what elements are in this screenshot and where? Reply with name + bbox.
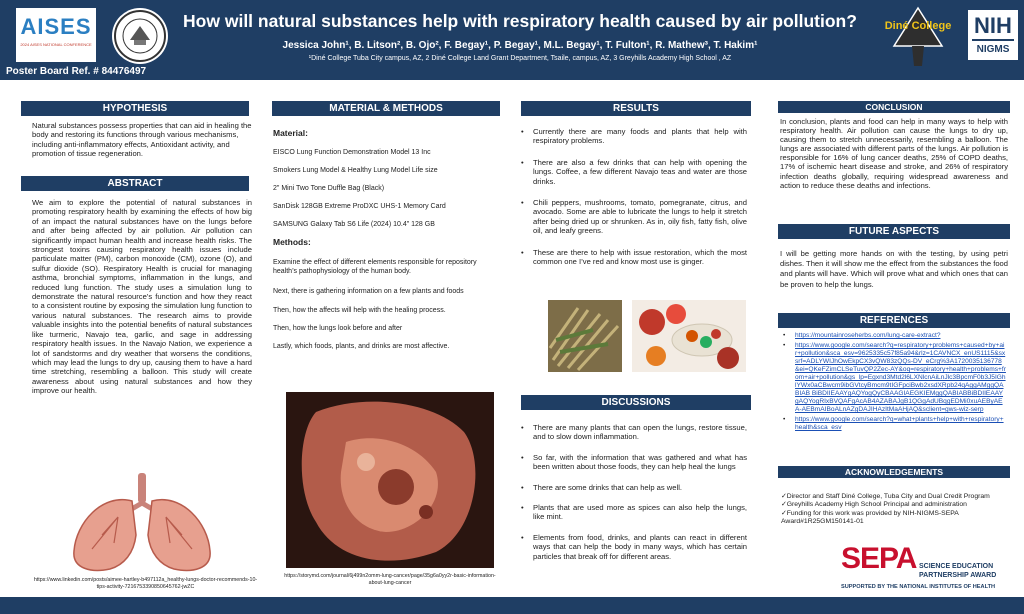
greyhills-academy-seal [112,8,168,64]
list-item: • There are some drinks that can help as well. [521,482,682,492]
references-list [781,332,1006,434]
dine-college-arrowhead-icon [882,6,954,68]
nih-nigms-logo [968,10,1018,60]
list-item: • Plants that are used more as spices can also help the lungs, like mint. [521,503,747,522]
abstract-text: We aim to explore the potential of natural substances in promoting respiratory health by examining the effects of how big of an impact the natural substances have on the lungs before and after being affected by air pollution. Air pollution can significantly impact human health and increase health risks. The strongest toxins causing respiratory health issues include particulate matter (PM), carbon monoxide (CM), ozone (O), and sulfur dioxide (SO). Respiratory Health is crucial for managing asthma, bronchial symptoms, inflammation in the lungs, and reduced lung function. The study uses a simulation lung to demonstrate the natural resource’s function and how they react to a consistent routine by exposing the simulation lung function to various natural substances. The research aims to provide valuable insights into the potential benefits of natural substances like turmeric, Navajo tea, garlic, and sage in addressing respiratory health issues. In the Navajo Nation, we experience a lot of sandstorms and dry weather that worsens the conditions, which may lead the lungs to dry up, causing them to have a hard time stretching, resembling a balloon. This study will create awareness about using natural substances and how they improve our health. [32,198,252,396]
list-item: • https://www.google.com/search?q=respiratory+problems+caused+by+air+pollution&sca_esv=9625335c57f85a94&rlz=1CAVNCX_enUS1115&sxsrf=ADLYWIJhOwEkpCX3vQW83zQQs-DV_eCrg%3A1720035136778&ei=QKeFZimCLSeTuvQP2Zec-AY&oq=respiratory+health+problems+from+air+pollution&gs_lp=Egxnd3Mtd2l6LXNlcnAiLnJlc3BpcmF0b3J5IGhlYWx0aCBwcm9ibGVtcyBmcm9tIGFpciBwb2xsdXRpb24qAggAMggQABIAB BiBDIIEAAYgAQYogQyCBAAGIAEGKIEMggQABIABBiBDIIEAAYgAQYogRIxBVQAFgAcAB4AZABAJgB1QGgAdUBqgEDMi0xuAEByAEA-AEBmAIBoALnAZgDAJIHAzItMaAHjAQ&sclient=gws-wiz-serp [783,342,1006,413]
material-item: SanDisk 128GB Extreme ProDXC UHS-1 Memory Card [273,203,446,210]
results-heading: RESULTS [521,101,751,116]
reference-link[interactable]: https://www.google.com/search?q=what+plants+help+with+respiratory+health&sca_esv [795,416,1004,431]
future-aspects-heading: FUTURE ASPECTS [778,224,1010,239]
future-aspects-text: I will be getting more hands on with the testing, by using petri dishes. Then it will show me the effect from the substances the food and plants will have. Which will prove what and which ones that can be proven to help the lungs. [780,249,1008,289]
list-item: • https://mountainroseherbs.com/lung-care-extract? [783,332,941,339]
acknowledgements-heading: ACKNOWLEDGEMENTS [778,466,1010,478]
material-label: Material: [273,128,308,138]
lungs-icon [62,473,222,575]
material-item: 2" Mini Two Tone Duffle Bag (Black) [273,185,385,192]
poster-board-ref: Poster Board Ref. # 84476497 [6,66,147,77]
discussions-bullet-text: Elements from food, drinks, and plants can react in different ways that can help the body in many ways, which has certain particles that break off for different areas. [533,532,747,561]
aises-logo-subtext: 2024 AISES NATIONAL CONFERENCE [20,42,92,47]
list-item: • These are there to help with issue restoration, which the most common one I’ve red and know most use is ginger. [521,247,747,267]
dine-college-logo-text: Diné College [884,20,952,32]
material-item: SAMSUNG Galaxy Tab S6 Life (2024) 10.4" 128 GB [273,221,435,228]
method-step: Then, how the lungs look before and after [273,325,403,332]
nigms-logo-text: NIGMS [976,44,1010,55]
acknowledgements-list [781,493,1009,526]
list-item: • https://www.google.com/search?q=what+plants+help+with+respiratory+health&sca_esv [783,416,1004,431]
discussions-bullet-text: There are many plants that can open the lungs, restore tissue, and to slow down inflammation. [533,423,747,442]
reference-link[interactable]: https://www.google.com/search?q=respiratory+problems+caused+by+air+pollution&sca_esv=9625335c57f85a94&rlz=1CAVNCX_enUS1115&sxsrf=ADLYWIJhOwEkpCX3vQW83zQQs-DV_eCrg%3A1720035136778&ei=QKeFZimCLSeTuvQP2Zec-AY&oq=respiratory+health+problems+from+air+pollution&gs_lp=Egxnd3Mtd2l6LXNlcnAiLnJlc3BpcmF0b3J5IGhlYWx0aCBwcm9ibGVtcyBmcm9tIGFpciBwb2xsdXRpb24qAggAMggQABIAB BiBDIIEAAYgAQYogQyCBAAGIAEGKIEMggQABIABBiBDIIEAAYgAQYogRIxBVQAFgAcAB4AZABAJgB1QGgAdUBqgEDMi0xuAEByAEA-AEBmAIBoALnAZgDAJIHAzItMaAHjAQ&sclient=gws-wiz-serp [795,342,1006,413]
results-bullet-text: Chili peppers, mushrooms, tomato, pomegranate, citrus, and avocado. Some are able to lubricate the lungs to help it stretch after being dried up or shrunken. As in, oily fish, fatty fish, olive oil, and leafy greens. [533,198,747,236]
dried-herbs-icon [548,300,622,372]
conclusion-heading: CONCLUSION [778,101,1010,113]
acknowledgement-item: ✓Director and Staff Diné College, Tuba City and Dual Credit Program [781,493,990,500]
hypothesis-heading: HYPOTHESIS [21,101,249,116]
list-item: • Elements from food, drinks, and plants can react in different ways that can help the body in many ways, which has certain particles that break off for different areas. [521,532,747,561]
poster-footer-bar [0,597,1024,614]
results-bullet-text: Currently there are many foods and plants that help with respiratory problems. [533,127,747,146]
methods-image-caption: https://storymd.com/journal/6j499n2omm-lung-cancer/page/35g6a0yy2r-basic-information-about-lung-cancer [284,573,496,586]
methods-heading: MATERIAL & METHODS [272,101,500,116]
lung-specimen-icon [286,392,494,568]
sepa-logo [835,542,1015,594]
list-item: • Currently there are many foods and plants that help with respiratory problems. [521,127,747,146]
sepa-line-3: SUPPORTED BY THE NATIONAL INSTITUTES OF HEALTH [841,584,996,590]
foods-photo [632,300,746,372]
lungs-illustration [62,473,222,575]
method-step: Next, there is gathering information on a few plants and foods [273,288,464,295]
poster-authors: Jessica John¹, B. Litson², B. Ojo², F. Begay¹, P. Begay¹, M.L. Begay¹, T. Fulton¹, R. Mathew³, T. Hakim¹ [282,40,758,51]
aises-logo [16,8,96,62]
aises-logo-text: AISES [20,14,92,39]
reference-link[interactable]: https://mountainroseherbs.com/lung-care-extract? [795,332,941,339]
lung-tissue-photo [286,392,494,568]
method-step: Then, how the affects will help with the healing process. [273,307,446,314]
acknowledgement-item: ✓Greyhills Academy High School Principal and administration [781,501,967,509]
acknowledgement-item: ✓Funding for this work was provided by NIH-NIGMS-SEPA Award#1R25GM150141-01 [781,509,959,525]
hypothesis-text: Natural substances possess properties that can aid in healing the body and restoring its functions through various mechanisms, including anti-inflammatory effects, Antioxidant activity, and promotion of tissue regeneration. [32,121,252,159]
poster-title: How will natural substances help with respiratory health caused by air pollution? [183,11,857,31]
methods-label: Methods: [273,237,311,247]
abstract-image-caption: https://www.linkedin.com/posts/aimee-hartley-b497112a_healthy-lungs-doctor-recommends-10-tips-activity-7216753390850645762-jwZC [33,577,258,590]
discussions-heading: DISCUSSIONS [521,395,751,410]
discussions-list [519,423,747,568]
list-item: • Chili peppers, mushrooms, tomato, pomegranate, citrus, and avocado. Some are able to lubricate the lungs to help it stretch after being dried up or shrunken. As in, oily fish, fatty fish, olive oil, and leafy greens. [521,198,747,236]
nih-logo-text: NIH [972,13,1014,41]
results-bullet-text: There are also a few drinks that can help with opening the lungs. Coffee, a few different Navajo teas and water are those drinks. [533,157,747,186]
method-step: Examine the effect of different elements responsible for repository health’s pathophysiology of the human body. [273,259,477,275]
abstract-heading: ABSTRACT [21,176,249,191]
list-item: • There are many plants that can open the lungs, restore tissue, and to slow down inflammation. [521,423,747,442]
plants-photo [548,300,622,372]
discussions-bullet-text: Plants that are used more as spices can also help the lungs, like mint. [533,503,747,522]
seal-icon [112,8,168,64]
fruits-vegetables-icon [632,300,746,372]
list-item: • So far, with the information that was gathered and what has been written about those foods, they can help heal the lungs [521,452,747,472]
results-bullet-text: These are there to help with issue restoration, which the most common one I’ve red and know most use is ginger. [533,247,747,267]
sepa-line-1: SCIENCE EDUCATION [919,563,994,570]
conclusion-text: In conclusion, plants and food can help in many ways to help with respiratory health. Air pollution can cause the lungs to dry up, causing them to stretch unnecessarily, resembling a balloon. The lungs are associated with different parts of the lungs. Air pollution is responsible for 16% of lung cancer deaths, 25% of COPD deaths, 17% of ischemic heart disease and stroke, and 26% of respiratory infection deaths globally, requiring widespread awareness and action to reduce these deaths and infections. [780,117,1008,190]
results-list [519,127,747,273]
references-heading: REFERENCES [778,313,1010,328]
discussions-bullet-text: There are some drinks that can help as well. [533,482,682,492]
poster-affiliations: ¹Diné College Tuba City campus, AZ, 2 Diné College Land Grant Department, Tsaile, campus, AZ, 3 Greyhills Academy High School , AZ [308,55,732,62]
sepa-logo-text: SEPA [841,542,917,575]
methods-content [273,128,498,361]
material-item: Smokers Lung Model & Healthy Lung Model Life size [273,167,438,174]
method-step: Lastly, which foods, plants, and drinks are most affective. [273,343,450,350]
material-item: EISCO Lung Function Demonstration Model 13 Inc [273,149,431,156]
dine-college-logo [882,6,954,68]
discussions-bullet-text: So far, with the information that was gathered and what has been written about those foods, they can help heal the lungs [533,452,747,472]
sepa-line-2: PARTNERSHIP AWARD [919,572,997,579]
list-item: • There are also a few drinks that can help with opening the lungs. Coffee, a few different Navajo teas and water are those drinks. [521,157,747,186]
